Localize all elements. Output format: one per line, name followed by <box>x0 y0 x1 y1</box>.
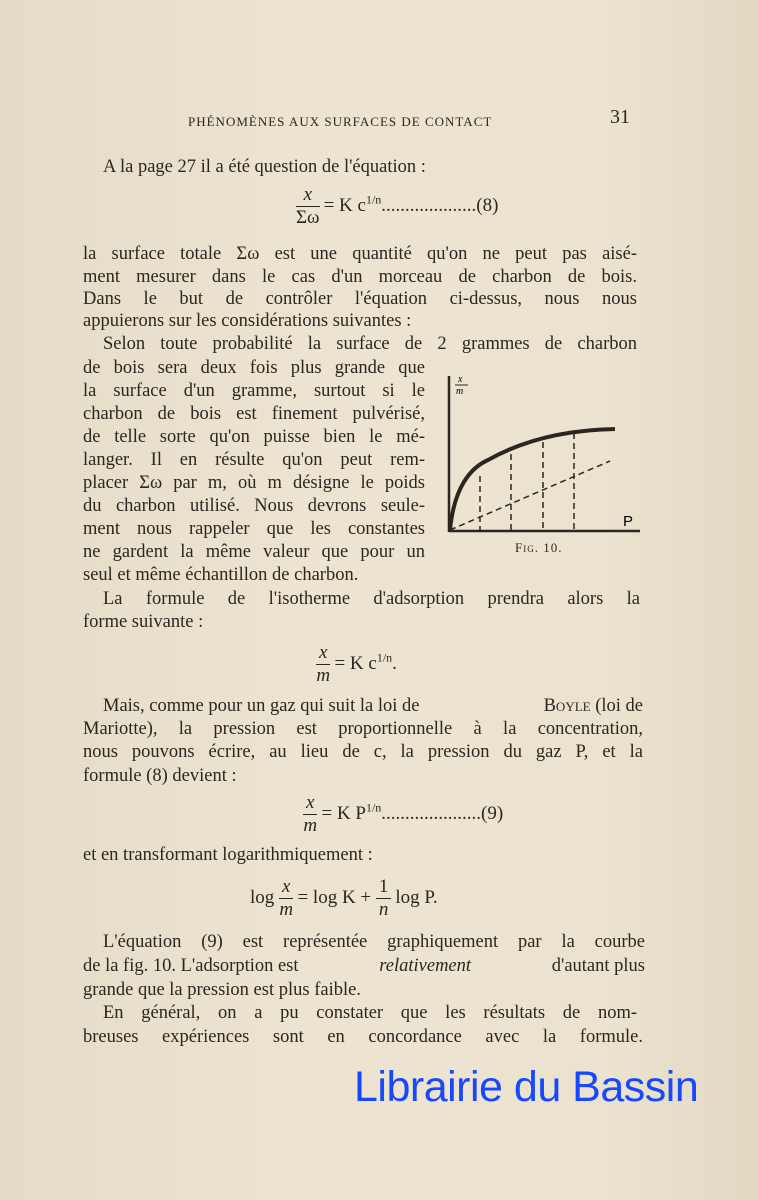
text-line: de bois sera deux fois plus grande que <box>83 358 425 378</box>
text-line: seul et même échantillon de charbon. <box>83 565 359 585</box>
text-segment: Mais, comme pour un gaz qui suit la loi de <box>103 696 420 716</box>
eq-rhs: = K c <box>334 652 377 674</box>
eq9-dots: ..................... <box>381 802 482 824</box>
eq8-exponent: 1/n <box>365 192 382 207</box>
text-line: grande que la pression est plus faible. <box>83 980 361 1000</box>
text-line: breuses expériences sont en concordance avec la formule. <box>83 1027 643 1047</box>
text-line: de telle sorte qu'on puisse bien le mé- <box>83 427 425 447</box>
eq-numerator: x <box>316 642 330 665</box>
eq9-exponent: 1/n <box>365 800 382 815</box>
text-line <box>83 955 645 977</box>
eqlog-end: log P. <box>395 886 438 908</box>
text-line: ne gardent la même valeur que pour un <box>83 542 425 562</box>
text-line: A la page 27 il a été question de l'équation : <box>103 157 426 177</box>
text-line: langer. Il en résulte qu'on peut rem- <box>83 450 425 470</box>
text-italic: relativement <box>379 956 472 976</box>
text-line: ment nous rappeler que les constantes <box>83 519 425 539</box>
text-line: et en transformant logarithmiquement : <box>83 845 373 865</box>
eqlog-numerator-2: 1 <box>376 876 392 899</box>
eq-end: . <box>392 652 397 674</box>
figure-10-isotherm <box>440 368 645 563</box>
watermark: Librairie du Bassin <box>354 1063 699 1111</box>
equation-isotherm <box>316 642 397 687</box>
text-line: nous pouvons écrire, au lieu de c, la pression du gaz P, et la <box>83 742 643 762</box>
eq9-numerator: x <box>303 792 317 815</box>
eq9-tag: (9) <box>481 802 504 824</box>
eqlog-denominator: m <box>279 899 294 920</box>
equation-9 <box>303 792 643 837</box>
text-line: appuierons sur les considérations suivantes : <box>83 311 412 331</box>
eq9-rhs: = K P <box>321 802 366 824</box>
x-label: P <box>623 513 634 530</box>
text-line: du charbon utilisé. Nous devrons seule- <box>83 496 425 516</box>
text-line: forme suivante : <box>83 612 204 632</box>
text-line: La formule de l'isotherme d'adsorption prendra alors la <box>103 589 640 609</box>
name-boyle: Boyle <box>543 696 591 716</box>
equation-log <box>250 876 438 921</box>
eq8-numerator: x <box>296 184 320 207</box>
text-line: placer Σω par m, où m désigne le poids <box>83 473 425 493</box>
text-line: Selon toute probabilité la surface de 2 grammes de charbon <box>103 334 637 354</box>
figure-caption: Fig. 10. <box>515 540 563 555</box>
running-header: PHÉNOMÈNES AUX SURFACES DE CONTACT <box>188 114 493 129</box>
y-label-num: x <box>458 374 463 385</box>
text-line: En général, on a pu constater que les résultats de nom- <box>103 1003 637 1023</box>
isotherm-curve <box>450 429 615 530</box>
equation-8 <box>296 184 636 229</box>
eq8-tag: (8) <box>476 194 499 216</box>
eq-denominator: m <box>316 665 331 686</box>
eq9-denominator: m <box>303 815 318 836</box>
eqlog-mid: = log K + <box>297 886 372 908</box>
eq-exponent: 1/n <box>376 650 393 665</box>
text-line: la surface d'un gramme, surtout si le <box>83 381 425 401</box>
text-line: Mariotte), la pression est proportionnelle à la concentration, <box>83 719 643 739</box>
text-line: formule (8) devient : <box>83 766 237 786</box>
text-line: Dans le but de contrôler l'équation ci-dessus, nous nous <box>83 289 637 309</box>
eq8-denominator: Σω <box>296 207 320 228</box>
eqlog-log: log <box>250 886 275 908</box>
eq8-dots: .................... <box>381 194 477 216</box>
text-segment: (loi de <box>595 696 643 716</box>
y-label-den: m <box>456 386 464 397</box>
text-segment: de la fig. 10. L'adsorption est <box>83 956 299 976</box>
text-line <box>103 695 643 717</box>
eqlog-denominator-2: n <box>378 899 389 920</box>
text-line: ment mesurer dans le cas d'un morceau de charbon de bois. <box>83 267 637 287</box>
text-segment: d'autant plus <box>551 956 645 976</box>
text-line: L'équation (9) est représentée graphiquement par la courbe <box>103 932 645 952</box>
eqlog-numerator: x <box>279 876 293 899</box>
text-line: charbon de bois est finement pulvérisé, <box>83 404 425 424</box>
text-line: la surface totale Σω est une quantité qu'on ne peut pas aisé- <box>83 244 637 264</box>
eq8-rhs: = K c <box>323 194 366 216</box>
page-number: 31 <box>610 106 630 128</box>
